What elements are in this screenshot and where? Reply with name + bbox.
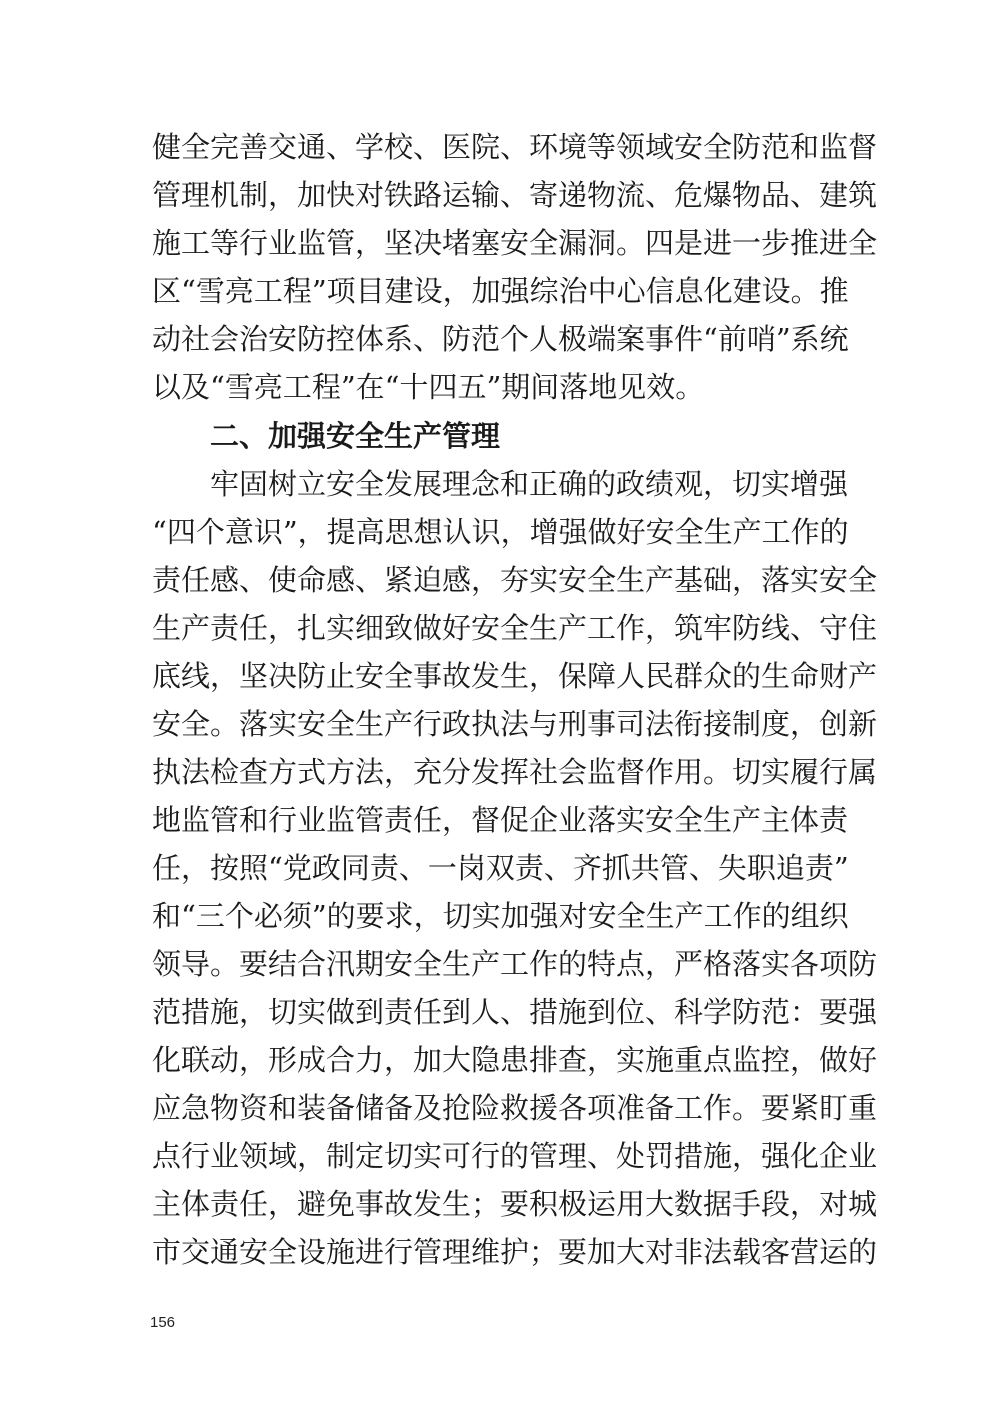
- paragraph-line: 领导。要结合汛期安全生产工作的特点，严格落实各项防: [152, 947, 878, 981]
- paragraph-line: 底线，坚决防止安全事故发生，保障人民群众的生命财产: [152, 659, 878, 693]
- paragraph-line: 点行业领域，制定切实可行的管理、处罚措施，强化企业: [152, 1139, 878, 1173]
- paragraph-line: 责任感、使命感、紧迫感，夯实安全生产基础，落实安全: [152, 563, 878, 597]
- paragraph-line: 应急物资和装备储备及抢险救援各项准备工作。要紧盯重: [152, 1091, 878, 1125]
- paragraph-line: 任，按照“党政同责、一岗双责、齐抓共管、失职追责”: [152, 851, 849, 885]
- paragraph-line: 以及“雪亮工程”在“十四五”期间落地见效。: [152, 370, 705, 404]
- paragraph-line: 牢固树立安全发展理念和正确的政绩观，切实增强: [210, 467, 849, 501]
- paragraph-line: 化联动，形成合力，加大隐患排查，实施重点监控，做好: [152, 1043, 878, 1077]
- paragraph-line: 动社会治安防控体系、防范个人极端案事件“前哨”系统: [152, 322, 849, 356]
- paragraph-line: “四个意识”，提高思想认识，增强做好安全生产工作的: [152, 515, 849, 549]
- paragraph-line: 和“三个必须”的要求，切实加强对安全生产工作的组织: [152, 899, 849, 933]
- page-number: 156: [150, 1314, 176, 1331]
- paragraph-line: 管理机制，加快对铁路运输、寄递物流、危爆物品、建筑: [152, 178, 878, 212]
- paragraph-line: 执法检查方式方法，充分发挥社会监督作用。切实履行属: [152, 755, 878, 789]
- paragraph-line: 地监管和行业监管责任，督促企业落实安全生产主体责: [152, 803, 849, 837]
- paragraph-line: 范措施，切实做到责任到人、措施到位、科学防范：要强: [152, 995, 878, 1029]
- paragraph-line: 施工等行业监管，坚决堵塞安全漏洞。四是进一步推进全: [152, 226, 878, 260]
- paragraph-line: 安全。落实安全生产行政执法与刑事司法衔接制度，创新: [152, 707, 878, 741]
- paragraph-line: 区“雪亮工程”项目建设，加强综治中心信息化建设。推: [152, 274, 849, 308]
- paragraph-line: 主体责任，避免事故发生；要积极运用大数据手段，对城: [152, 1187, 878, 1221]
- paragraph-line: 市交通安全设施进行管理维护；要加大对非法载客营运的: [152, 1235, 878, 1269]
- section-heading: 二、加强安全生产管理: [210, 419, 501, 453]
- paragraph-line: 生产责任，扎实细致做好安全生产工作，筑牢防线、守住: [152, 611, 878, 645]
- paragraph-line: 健全完善交通、学校、医院、环境等领域安全防范和监督: [152, 130, 878, 164]
